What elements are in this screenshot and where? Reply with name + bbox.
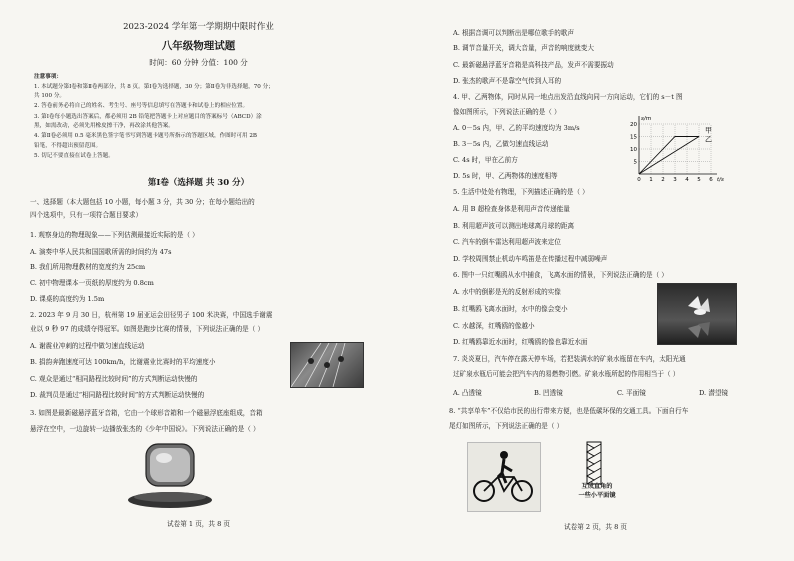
note-line: 铅笔，不得超出预留范围。 bbox=[34, 143, 102, 149]
q6-option-b: B. 红嘴鸥飞离水面时，水中的像会变小 bbox=[453, 305, 568, 313]
q1-option-a: A. 演奏中华人民共和国国歌所需的时间约为 47s bbox=[30, 248, 172, 256]
q3-option-c: C. 最新磁悬浮蓝牙音箱是高科技产品，发声不需要振动 bbox=[453, 61, 614, 69]
note-line: 1. 本试题分第Ⅰ卷和第Ⅱ卷两部分，共 8 页。第Ⅰ卷为选择题，30 分；第Ⅱ卷为非选择题，70 分； bbox=[34, 84, 274, 90]
q2-option-d: D. 裁判员是通过“相同路程比较时间”的方式判断运动快慢的 bbox=[30, 391, 205, 399]
q3-option-d: D. 张杰的歌声不是靠空气传到人耳的 bbox=[453, 77, 562, 85]
section-title: 第Ⅰ卷（选择题 共 30 分） bbox=[147, 178, 250, 188]
gull-photo bbox=[657, 283, 737, 345]
q7-option-d: D. 潜望镜 bbox=[699, 389, 729, 397]
x-tick-label: 4 bbox=[685, 177, 689, 183]
note-line: 2. 答卷前务必将自己的姓名、考生号、座号等信息填写在答题卡和试卷上的相应位置。 bbox=[34, 103, 249, 109]
q5-stem: 5. 生活中处处有物理，下列描述正确的是（ ） bbox=[453, 188, 589, 196]
exam-meta: 时间：60 分钟 分值：100 分 bbox=[149, 58, 248, 67]
q1-option-c: C. 初中物理课本一页纸的厚度约为 0.8cm bbox=[30, 279, 154, 287]
q2-option-c: C. 观众是通过“相同路程比较时间”的方式判断运动快慢的 bbox=[30, 375, 198, 383]
series-label: 甲 bbox=[705, 126, 712, 135]
y-axis-label: s/m bbox=[641, 116, 652, 122]
exam-page-2 bbox=[397, 0, 794, 561]
y-tick-label: 15 bbox=[630, 134, 637, 141]
q1-option-d: D. 课桌的高度约为 1.5m bbox=[30, 295, 105, 303]
note-line: 4. 第Ⅱ卷必须用 0.5 毫米黑色签字笔书写到答题卡题号所指示的答题区域，作图时可用 2B bbox=[34, 133, 258, 139]
x-tick-label: 0 bbox=[637, 177, 641, 183]
q3-stem: 3. 如图是最新磁悬浮蓝牙音箱，它由一个球形音箱和一个磁悬浮底座组成，音箱 bbox=[30, 409, 263, 417]
notes-heading: 注意事项： bbox=[34, 74, 62, 80]
q3-stem: 悬浮在空中，一边旋转一边播放张杰的《少年中国说》。下列说法正确的是（ ） bbox=[30, 425, 260, 433]
y-tick-label: 20 bbox=[630, 122, 637, 128]
s-t-chart bbox=[625, 110, 735, 184]
y-tick-label: 5 bbox=[633, 159, 637, 166]
q6-option-d: D. 红嘴鸥靠近水面时，红嘴鸥的像也靠近水面 bbox=[453, 338, 588, 346]
q7-option-c: C. 平面镜 bbox=[617, 389, 646, 397]
q2-stem: 2. 2023 年 9 月 30 日，杭州第 19 届亚运会田径男子 100 米决赛，中国选手谢震 bbox=[30, 311, 273, 319]
q4-option-b: B. 3－5s 内，乙做匀速直线运动 bbox=[453, 140, 549, 148]
series-label: 乙 bbox=[705, 135, 712, 144]
exam-subject: 八年级物理试题 bbox=[161, 40, 236, 52]
chart-grid bbox=[639, 124, 711, 174]
x-tick-label: 6 bbox=[709, 177, 713, 183]
q5-option-b: B. 利用超声波可以测出地球离月球的距离 bbox=[453, 222, 575, 230]
q1-stem: 1. 观察身边的物理现象——下列估测最接近实际的是（ ） bbox=[30, 231, 199, 239]
running-race-photo bbox=[290, 342, 364, 388]
x-tick-label: 5 bbox=[697, 177, 701, 183]
q2-stem: 业以 9 秒 97 的成绩夺得冠军。如图是跑步比赛的情景，下列说法正确的是（ ） bbox=[30, 325, 265, 333]
cyclist-photo bbox=[467, 442, 541, 512]
q1-option-b: B. 我们所用物理教材的宽度约为 25cm bbox=[30, 263, 146, 271]
x-tick-label: 1 bbox=[649, 177, 653, 183]
note-line: 黑，如需改动，必须先用橡皮擦干净，再改涂其他答案。 bbox=[34, 123, 174, 129]
x-axis-label: t/s bbox=[717, 177, 724, 183]
q3-option-a: A. 根据音调可以判断出是哪位歌手的歌声 bbox=[453, 29, 575, 37]
q5-option-d: D. 学校周围禁止机动车鸣笛是在传播过程中减弱噪声 bbox=[453, 255, 608, 263]
reflector-caption: 互成直角的 bbox=[581, 483, 613, 490]
x-tick-label: 3 bbox=[673, 177, 677, 183]
x-tick-label: 2 bbox=[661, 177, 665, 183]
note-line: 共 100 分。 bbox=[34, 93, 66, 99]
q4-option-d: D. 5s 时，甲、乙两物体的速度相等 bbox=[453, 172, 558, 180]
chart-axes bbox=[639, 116, 717, 174]
q4-option-a: A. 0－5s 内，甲、乙的平均速度均为 3m/s bbox=[453, 124, 580, 132]
y-tick-label: 10 bbox=[630, 147, 637, 153]
q7-stem: 过矿泉水瓶后可能会把汽车内的易燃物引燃。矿泉水瓶所起的作用相当于（ ） bbox=[453, 370, 680, 378]
note-line: 5. 切记不要直接在试卷上答题。 bbox=[34, 153, 114, 159]
q4-stem: 4. 甲、乙两物体，同时从同一地点出发沿直线向同一方向运动，它们的 s－t 图 bbox=[453, 93, 683, 101]
instructions-line: 四个选项中，只有一项符合题目要求） bbox=[30, 211, 143, 219]
chart-series bbox=[639, 127, 712, 175]
q8-stem: 8. “共享单车”不仅给市民的出行带来方便，也是低碳环保的交通工具。下面自行车 bbox=[449, 407, 689, 415]
q5-option-c: C. 汽车的倒车雷达利用超声波来定位 bbox=[453, 238, 561, 246]
q8-stem: 尾灯如图所示，下列说法正确的是（ ） bbox=[449, 422, 564, 430]
q3-option-b: B. 调节音量开关，调大音量，声音的响度就变大 bbox=[453, 44, 594, 52]
q4-stem: 像如图所示，下列说法正确的是（ ） bbox=[453, 108, 561, 116]
page-footer: 试卷第 2 页，共 8 页 bbox=[564, 523, 627, 531]
exam-title: 2023-2024 学年第一学期期中限时作业 bbox=[123, 22, 274, 32]
page-footer: 试卷第 1 页，共 8 页 bbox=[167, 520, 230, 528]
q6-stem: 6. 图中一只红嘴鸥从水中捕食，飞离水面的情景，下列说法正确的是（ ） bbox=[453, 271, 668, 279]
q7-option-b: B. 凹透镜 bbox=[534, 389, 563, 397]
maglev-speaker-figure bbox=[120, 440, 220, 510]
q6-option-a: A. 水中的倒影是光的反射形成的实像 bbox=[453, 288, 561, 296]
q7-option-a: A. 凸透镜 bbox=[453, 389, 482, 397]
reflector-caption: 一些小平面镜 bbox=[578, 492, 616, 499]
q2-option-b: B. 捐韵奔跑速度可达 100km/h，比谢震业比赛时的平均速度小 bbox=[30, 358, 216, 366]
q5-option-a: A. 用 B 超检查身体是利用声音传递能量 bbox=[453, 205, 570, 213]
reflector-figure bbox=[567, 440, 627, 486]
note-line: 3. 第Ⅰ卷每小题选出答案后，都必须用 2B 铅笔把答题卡上对应题目的答案标号（ABCD）涂 bbox=[34, 114, 262, 120]
q2-option-a: A. 谢震业冲刺的过程中做匀速直线运动 bbox=[30, 342, 145, 350]
q7-stem: 7. 炎炎夏日，汽车停在露天停车场，若把装满水的矿泉水瓶留在车内，太阳光通 bbox=[453, 355, 686, 363]
q6-option-c: C. 水越深，红嘴鸥的像越小 bbox=[453, 322, 535, 330]
q4-option-c: C. 4s 时，甲在乙前方 bbox=[453, 156, 518, 164]
instructions-line: 一、选择题（本大题包括 10 小题，每小题 3 分，共 30 分；在每小题给出的 bbox=[30, 198, 255, 206]
